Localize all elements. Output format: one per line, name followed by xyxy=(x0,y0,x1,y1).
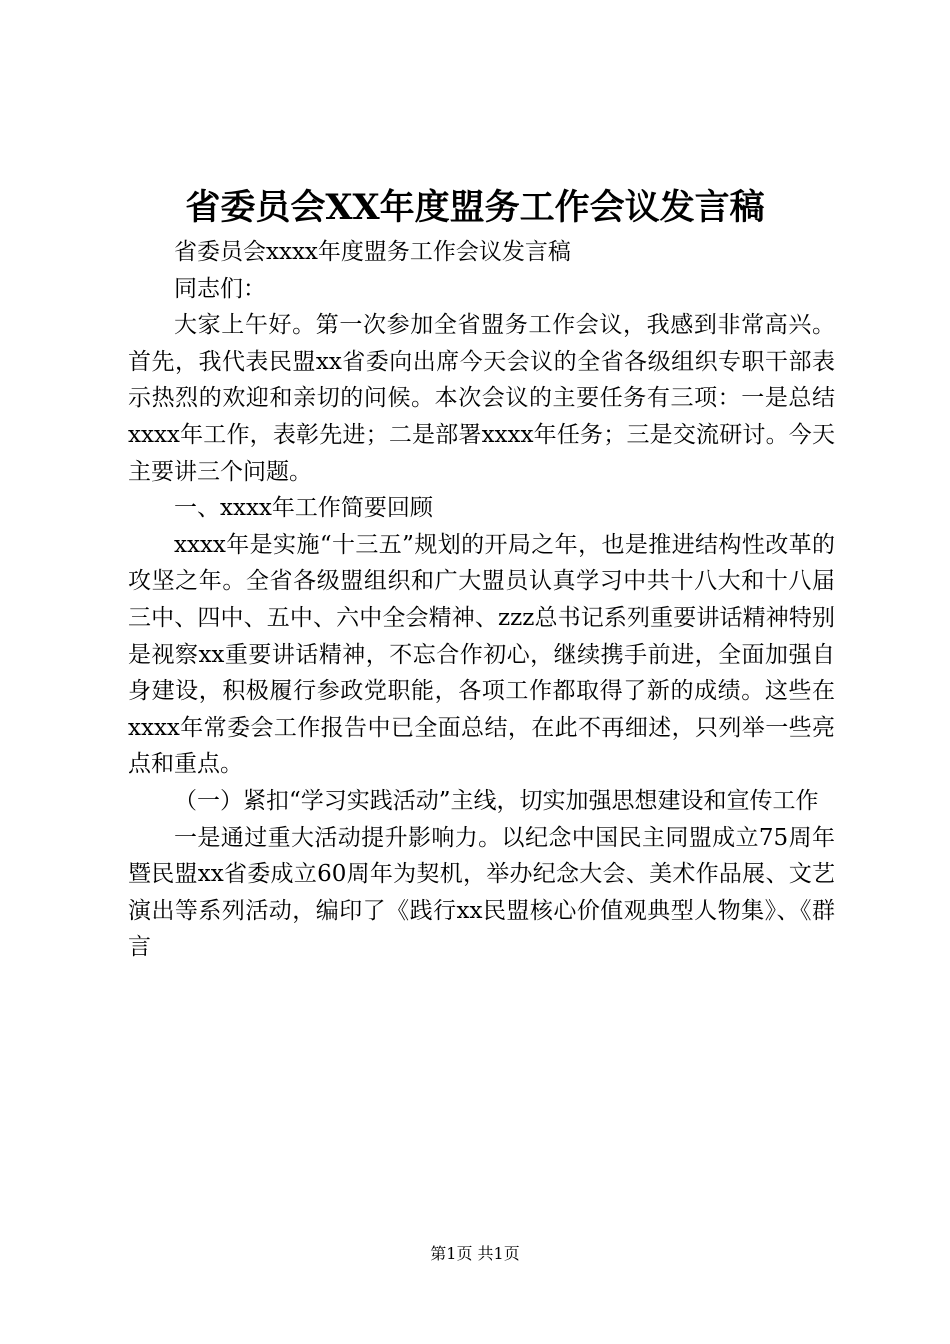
document-title: 省委员会XX年度盟务工作会议发言稿 xyxy=(185,187,765,228)
paragraph-review: xxxx年是实施“十三五”规划的开局之年，也是推进结构性改革的攻坚之年。全省各级盟组织和广大盟员认真学习中共十八大和十八届三中、四中、五中、六中全会精神、zzz总书记系列重要讲话精神特别是视察xx重要讲话精神，不忘合作初心，继续携手前进，全面加强自身建设，积极履行参政党职能，各项工作都取得了新的成绩。这些在xxxx年常委会工作报告中已全面总结，在此不再细述，只列举一些亮点和重点。 xyxy=(128,531,835,778)
paragraph-subtitle: 省委员会xxxx年度盟务工作会议发言稿 xyxy=(174,239,571,265)
paragraph-activities: 一是通过重大活动提升影响力。以纪念中国民主同盟成立75周年暨民盟xx省委成立60周年为契机，举办纪念大会、美术作品展、文艺演出等系列活动，编印了《践行xx民盟核心价值观典型人物集》、《群言 xyxy=(128,824,835,961)
paragraph-salutation: 同志们： xyxy=(174,275,266,302)
section-heading-1: 一、xxxx年工作简要回顾 xyxy=(174,495,433,522)
page-footer: 第1页 共1页 xyxy=(430,1244,520,1263)
document-body xyxy=(128,234,835,966)
paragraph-opening: 大家上午好。第一次参加全省盟务工作会议，我感到非常高兴。首先，我代表民盟xx省委向出席今天会议的全省各级组织专职干部表示热烈的欢迎和亲切的问候。本次会议的主要任务有三项：一是总结xxxx年工作，表彰先进；二是部署xxxx年任务；三是交流研讨。今天主要讲三个问题。 xyxy=(128,312,835,485)
subsection-heading-1: （一）紧扣“学习实践活动”主线，切实加强思想建设和宣传工作 xyxy=(174,787,819,814)
